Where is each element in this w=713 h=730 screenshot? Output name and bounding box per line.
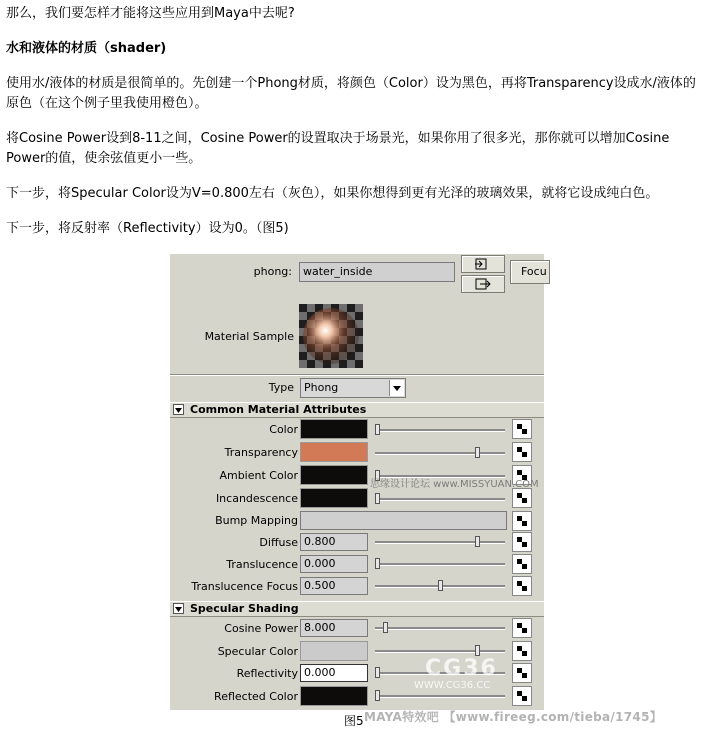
bump-mapping-map-button[interactable]	[512, 511, 532, 531]
paragraph-3: 下一步，将Specular Color设为V=0.800左右（灰色），如果你想得到更有光泽的玻璃效果，就将它设成纯白色。	[6, 186, 659, 201]
diffuse-map-button[interactable]	[512, 532, 532, 552]
incandescence-swatch[interactable]	[300, 488, 368, 508]
diffuse-label: Diffuse	[259, 536, 298, 549]
transparency-swatch[interactable]	[300, 442, 368, 462]
checker-map-icon	[513, 533, 531, 551]
transparency-label: Transparency	[224, 446, 298, 459]
footer-watermark: MAYA特效吧 【www.fireeg.com/tieba/1745】	[364, 710, 663, 724]
translucence-slider[interactable]	[375, 558, 505, 570]
cosine-power-slider[interactable]	[375, 622, 505, 634]
specular-color-map-button[interactable]	[512, 641, 532, 661]
type-value: Phong	[304, 381, 339, 394]
translucence-focus-map-button[interactable]	[512, 576, 532, 596]
checker-map-icon	[513, 555, 531, 573]
color-label: Color	[269, 423, 298, 436]
section-heading: 水和液体的材质（shader)	[6, 41, 167, 56]
translucence-focus-slider[interactable]	[375, 580, 505, 592]
attribute-editor-panel	[170, 254, 547, 710]
focus-button[interactable]	[510, 260, 550, 284]
paragraph-2: 将Cosine Power设到8-11之间，Cosine Power的设置取决于场景光，如果你用了很多光，那你就可以增加Cosine Power的值，使余弦值更小一些。	[6, 131, 670, 166]
collapse-triangle-icon[interactable]	[173, 404, 184, 415]
chevron-down-icon	[389, 380, 404, 396]
checker-map-icon	[513, 489, 531, 507]
reflectivity-field[interactable]: 0.000	[300, 664, 368, 682]
material-sample-label: Material Sample	[204, 330, 294, 343]
node-name-field[interactable]: water_inside	[299, 262, 455, 282]
output-connections-button[interactable]	[461, 275, 505, 293]
color-slider[interactable]	[375, 424, 505, 436]
checker-map-icon	[513, 619, 531, 637]
output-arrow-icon	[462, 276, 504, 292]
ambient-color-swatch[interactable]	[300, 465, 368, 485]
reflectivity-map-button[interactable]	[512, 663, 532, 683]
figure-caption: 图5	[344, 714, 364, 728]
transparency-slider[interactable]	[375, 447, 505, 459]
input-connections-button[interactable]	[461, 255, 505, 273]
reflected-color-map-button[interactable]	[512, 686, 532, 706]
specular-color-swatch[interactable]	[300, 641, 368, 661]
ambient-color-label: Ambient Color	[219, 469, 298, 482]
specular-color-label: Specular Color	[217, 645, 298, 658]
focus-button-label: Focu	[521, 265, 547, 278]
intro-text: 那么，我们要怎样才能将这些应用到Maya中去呢?	[6, 6, 295, 21]
missyuan-watermark: 思缘设计论坛 www.MISSYUAN.COM	[370, 479, 539, 490]
transparency-map-button[interactable]	[512, 442, 532, 462]
color-map-button[interactable]	[512, 419, 532, 439]
reflectivity-label: Reflectivity	[236, 667, 298, 680]
cosine-power-map-button[interactable]	[512, 618, 532, 638]
incandescence-label: Incandescence	[215, 492, 298, 505]
translucence-map-button[interactable]	[512, 554, 532, 574]
cosine-power-field[interactable]: 8.000	[300, 619, 368, 637]
checker-map-icon	[513, 687, 531, 705]
incandescence-map-button[interactable]	[512, 488, 532, 508]
checker-map-icon	[513, 512, 531, 530]
type-label: Type	[268, 381, 294, 394]
common-material-section-header[interactable]	[170, 402, 544, 418]
translucence-focus-field[interactable]: 0.500	[300, 577, 368, 595]
cosine-power-label: Cosine Power	[224, 622, 298, 635]
cg36-url-watermark: WWW.CG36.CC	[414, 680, 491, 691]
checker-map-icon	[513, 642, 531, 660]
specular-shading-section-header[interactable]	[170, 601, 544, 617]
input-arrow-icon	[462, 256, 504, 272]
collapse-triangle-icon[interactable]	[173, 603, 184, 614]
paragraph-4: 下一步，将反射率（Reflectivity）设为0。（图5)	[6, 221, 289, 236]
reflected-color-slider[interactable]	[375, 690, 505, 702]
bump-mapping-field[interactable]	[300, 511, 507, 530]
checker-map-icon	[513, 443, 531, 461]
checker-map-icon	[513, 420, 531, 438]
diffuse-field[interactable]: 0.800	[300, 533, 368, 551]
bump-mapping-label: Bump Mapping	[215, 514, 298, 527]
cg36-watermark: CG36	[425, 656, 498, 681]
reflected-color-label: Reflected Color	[214, 690, 298, 703]
reflected-color-swatch[interactable]	[300, 686, 368, 706]
node-type-label: phong:	[253, 265, 292, 278]
translucence-label: Translucence	[226, 558, 298, 571]
color-swatch[interactable]	[300, 419, 368, 439]
common-material-section-title: Common Material Attributes	[190, 403, 367, 416]
type-dropdown[interactable]	[300, 378, 406, 398]
translucence-field[interactable]: 0.000	[300, 555, 368, 573]
specular-shading-section-title: Specular Shading	[190, 602, 299, 615]
paragraph-1: 使用水/液体的材质是很简单的。先创建一个Phong材质，将颜色（Color）设为黑色，再将Transparency设成水/液体的原色（在这个例子里我使用橙色）。	[6, 76, 696, 111]
diffuse-slider[interactable]	[375, 536, 505, 548]
translucence-focus-label: Translucence Focus	[191, 580, 298, 593]
checker-map-icon	[513, 577, 531, 595]
incandescence-slider[interactable]	[375, 493, 505, 505]
material-sample-swatch[interactable]	[299, 304, 363, 368]
checker-map-icon	[513, 664, 531, 682]
